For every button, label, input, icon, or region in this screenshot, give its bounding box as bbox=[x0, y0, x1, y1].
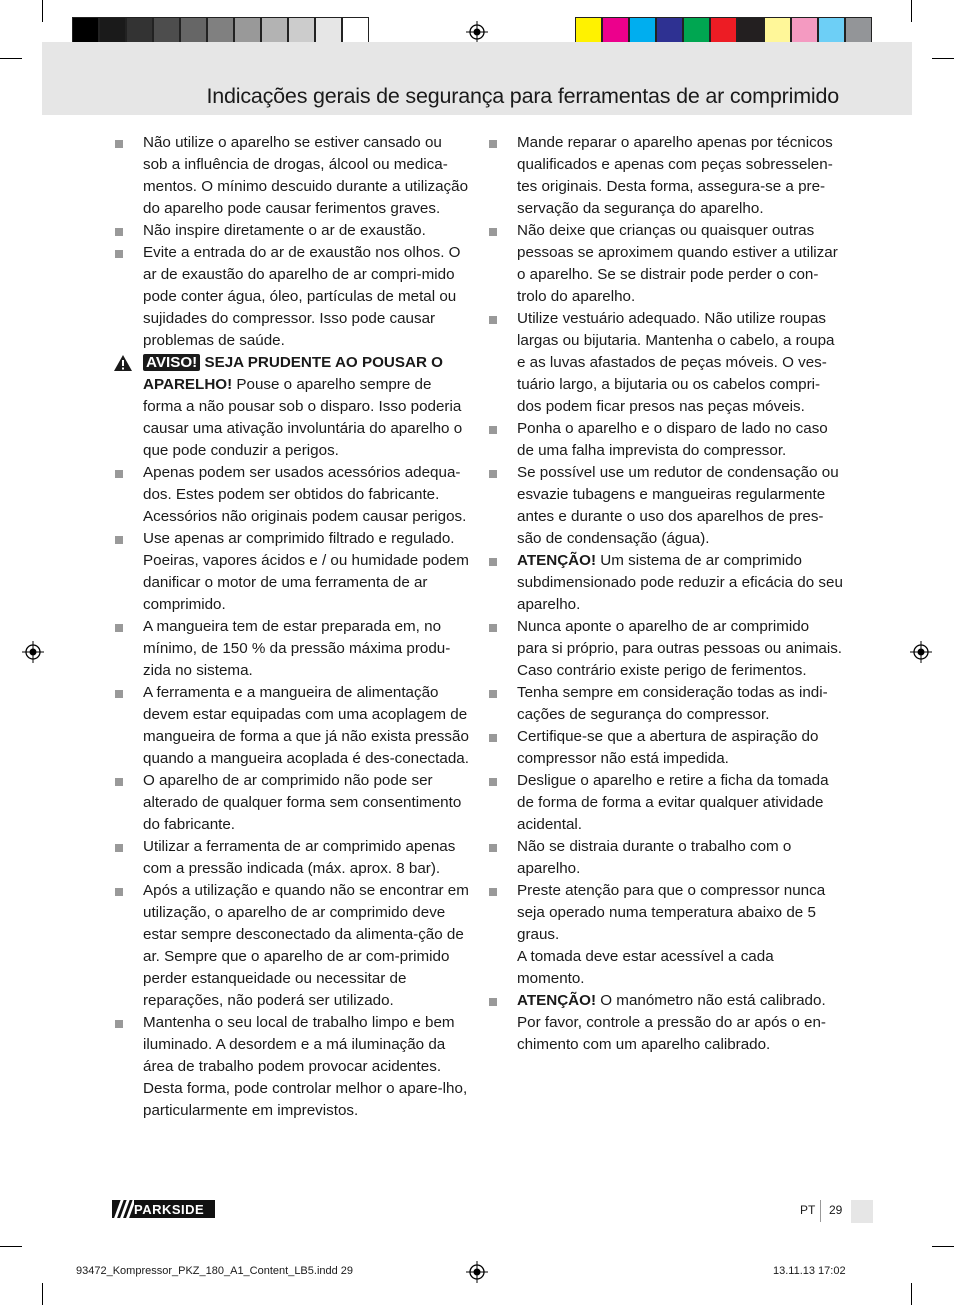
bullet-icon bbox=[489, 624, 497, 632]
list-item bbox=[487, 726, 843, 770]
crop-mark bbox=[911, 0, 912, 22]
slug-filename: 93472_Kompressor_PKZ_180_A1_Content_LB5.indd 29 bbox=[76, 1265, 354, 1277]
item-text: A ferramenta e a mangueira de alimentação devem estar equipadas com uma acoplagem de mangueira de forma a que já não exista pressão quando a mangueira acoplada é des-conectada. bbox=[143, 684, 469, 767]
item-text: O manómetro não está calibrado. Por favor, controle a pressão do ar após o en-chimento com um aparelho calibrado. bbox=[517, 992, 826, 1053]
crop-mark bbox=[0, 1246, 22, 1247]
parkside-logo bbox=[112, 1200, 215, 1218]
bullet-icon bbox=[115, 778, 123, 786]
list-item bbox=[487, 946, 843, 990]
bold-label: ATENÇÃO! bbox=[517, 992, 597, 1009]
item-text: Não deixe que crianças ou quaisquer outras pessoas se aproximem quando estiver a utilizar o aparelho. Se se distrair pode perder o con-trolo do aparelho. bbox=[517, 222, 838, 305]
item-text: Não utilize o aparelho se estiver cansado ou sob a influência de drogas, álcool ou medica-mentos. O mínimo descuido durante a utilização do aparelho pode causar ferimentos graves. bbox=[143, 134, 469, 217]
item-text: Mande reparar o aparelho apenas por técnicos qualificados e apenas com peças sobresselen-tes originais. Desta forma, assegura-se a pre-servação da segurança do aparelho. bbox=[517, 134, 833, 217]
list-item bbox=[113, 880, 469, 1012]
page-tab bbox=[851, 1200, 873, 1223]
crop-mark bbox=[932, 1246, 954, 1247]
bullet-icon bbox=[115, 888, 123, 896]
list-item bbox=[487, 770, 843, 836]
bullet-icon bbox=[489, 844, 497, 852]
item-text: Certifique-se que a abertura de aspiração do compressor não está impedida. bbox=[517, 728, 819, 767]
left-column bbox=[113, 132, 469, 1122]
bullet-icon bbox=[115, 536, 123, 544]
bold-label: ATENÇÃO! bbox=[517, 552, 597, 569]
warning-badge: AVISO! bbox=[143, 354, 200, 371]
item-text: Ponha o aparelho e o disparo de lado no caso de uma falha imprevista do compressor. bbox=[517, 420, 828, 459]
language-code: PT bbox=[800, 1203, 816, 1217]
list-item bbox=[487, 550, 843, 616]
list-item bbox=[487, 418, 843, 462]
page-title: Indicações gerais de segurança para ferramentas de ar comprimido bbox=[206, 84, 839, 108]
item-text: Apenas podem ser usados acessórios adequa-dos. Estes podem ser obtidos do fabricante. Acessórios não originais podem causar perigos. bbox=[143, 464, 467, 525]
slug-date: 13.11.13 17:02 bbox=[773, 1265, 846, 1277]
list-item bbox=[487, 682, 843, 726]
item-text: Desligue o aparelho e retire a ficha da tomada de forma de forma a evitar qualquer atividade acidental. bbox=[517, 772, 829, 833]
item-text: Nunca aponte o aparelho de ar comprimido para si próprio, para outras pessoas ou animais. Caso contrário existe perigo de ferimentos. bbox=[517, 618, 843, 679]
list-item bbox=[113, 682, 469, 770]
bullet-icon bbox=[489, 426, 497, 434]
item-text: A mangueira tem de estar preparada em, no mínimo, de 150 % da pressão máxima produ-zida no sistema. bbox=[143, 618, 451, 679]
item-text: O aparelho de ar comprimido não pode ser alterado de qualquer forma sem consentimento do fabricante. bbox=[143, 772, 462, 833]
bullet-icon bbox=[489, 690, 497, 698]
bullet-icon bbox=[489, 470, 497, 478]
item-text: Mantenha o seu local de trabalho limpo e bem iluminado. A desordem e a má iluminação da área de trabalho podem provocar acidentes. Desta forma, pode controlar melhor o apare-lho, particularmente em imprevistos. bbox=[143, 1014, 468, 1119]
list-item bbox=[487, 308, 843, 418]
bullet-icon bbox=[489, 778, 497, 786]
list-item bbox=[113, 220, 469, 242]
list-item bbox=[113, 1012, 469, 1122]
item-text: Utilize vestuário adequado. Não utilize roupas largas ou bijutaria. Mantenha o cabelo, a roupa e as luvas afastados de peças móveis. O ves-tuário largo, a bijutaria ou os cabelos compri-dos podem ficar presos nas peças móveis. bbox=[517, 310, 835, 415]
crop-mark bbox=[911, 1283, 912, 1305]
list-item bbox=[113, 462, 469, 528]
item-text: Use apenas ar comprimido filtrado e regulado. Poeiras, vapores ácidos e / ou humidade podem danificar o motor de uma ferramenta de ar comprimido. bbox=[143, 530, 469, 613]
bullet-icon bbox=[115, 140, 123, 148]
item-text: A tomada deve estar acessível a cada momento. bbox=[517, 948, 774, 987]
crop-mark bbox=[42, 0, 43, 22]
bullet-icon bbox=[115, 228, 123, 236]
list-item bbox=[487, 220, 843, 308]
bullet-icon bbox=[115, 624, 123, 632]
bullet-icon bbox=[489, 558, 497, 566]
item-text: Preste atenção para que o compressor nunca seja operado numa temperatura abaixo de 5 graus. bbox=[517, 882, 826, 943]
list-item bbox=[487, 616, 843, 682]
footer-divider bbox=[820, 1200, 821, 1222]
bullet-icon bbox=[489, 888, 497, 896]
list-item bbox=[113, 242, 469, 352]
bold-label: SEJA PRUDENTE AO POUSAR O APARELHO! bbox=[143, 354, 443, 393]
item-text: Após a utilização e quando não se encontrar em utilização, o aparelho de ar comprimido deve estar sempre desconectado da alimenta-ção de ar. Sempre que o aparelho de ar com-primido perder estanqueidade ou necessitar de reparações, não poderá ser utilizado. bbox=[143, 882, 469, 1009]
item-text: Tenha sempre em consideração todas as indi-cações de segurança do compressor. bbox=[517, 684, 828, 723]
crop-mark bbox=[932, 58, 954, 59]
list-item bbox=[113, 352, 469, 462]
item-text: Pouse o aparelho sempre de forma a não pousar sob o disparo. Isso poderia causar uma ativação involuntária do aparelho o que pode conduzir a perigos. bbox=[143, 376, 463, 459]
bullet-icon bbox=[489, 998, 497, 1006]
crop-mark bbox=[0, 58, 22, 59]
bullet-icon bbox=[115, 1020, 123, 1028]
list-item bbox=[113, 528, 469, 616]
registration-mark-icon bbox=[910, 641, 932, 663]
list-item bbox=[113, 616, 469, 682]
bullet-icon bbox=[489, 228, 497, 236]
registration-mark-icon bbox=[466, 21, 488, 43]
item-text: Não inspire diretamente o ar de exaustão. bbox=[143, 222, 426, 239]
item-text: Evite a entrada do ar de exaustão nos olhos. O ar de exaustão do aparelho de ar compri-mido pode conter água, óleo, partículas de metal ou sujidades do compressor. Isso pode causar problemas de saúde. bbox=[143, 244, 461, 349]
list-item bbox=[487, 990, 843, 1056]
bullet-icon bbox=[489, 734, 497, 742]
crop-mark bbox=[42, 1283, 43, 1305]
bullet-icon bbox=[489, 140, 497, 148]
list-item bbox=[487, 836, 843, 880]
list-item bbox=[113, 836, 469, 880]
item-text: Um sistema de ar comprimido subdimensionado pode reduzir a eficácia do seu aparelho. bbox=[517, 552, 843, 613]
item-text: Se possível use um redutor de condensação ou esvazie tubagens e mangueiras regularmente antes e durante o uso dos aparelhos de pres-são de condensação (água). bbox=[517, 464, 839, 547]
list-item bbox=[487, 462, 843, 550]
list-item bbox=[487, 880, 843, 946]
bullet-icon bbox=[115, 470, 123, 478]
registration-mark-icon bbox=[466, 1261, 488, 1283]
warning-triangle-icon bbox=[113, 354, 133, 372]
brand-name: PARKSIDE bbox=[134, 1201, 205, 1217]
list-item bbox=[113, 132, 469, 220]
bullet-icon bbox=[115, 250, 123, 258]
registration-mark-icon bbox=[22, 641, 44, 663]
item-text: Não se distraia durante o trabalho com o aparelho. bbox=[517, 838, 792, 877]
right-column bbox=[487, 132, 843, 1056]
logo-stripes-icon bbox=[112, 1200, 134, 1218]
page-number: 29 bbox=[829, 1203, 843, 1217]
bullet-icon bbox=[115, 844, 123, 852]
list-item bbox=[113, 770, 469, 836]
list-item bbox=[487, 132, 843, 220]
item-text: Utilizar a ferramenta de ar comprimido apenas com a pressão indicada (máx. aprox. 8 bar). bbox=[143, 838, 456, 877]
bullet-icon bbox=[115, 690, 123, 698]
bullet-icon bbox=[489, 316, 497, 324]
